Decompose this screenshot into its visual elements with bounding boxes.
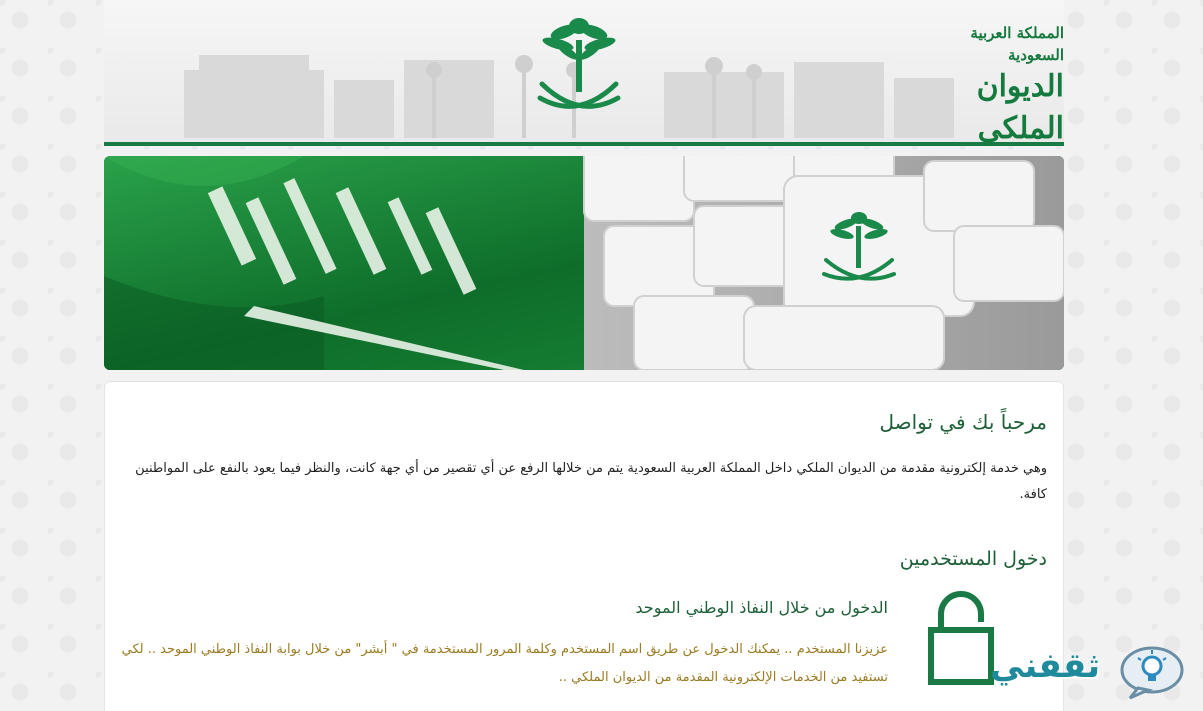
user-login-heading: دخول المستخدمين [899,548,1047,570]
brand-royal-court-text: الديوان الملكي [976,69,1064,146]
lightbulb-icon [1118,644,1186,700]
nafath-description: عزيزنا المستخدم .. يمكنك الدخول عن طريق اسم المستخدم وكلمة المرور المستخدمة في " أبشر" من خلال بوابة النفاذ الوطني الموحد .. لكي تستفيد من الخدمات الإلكترونية المقدمة من الديوان الملكي .. [121,642,888,685]
watermark-text: ثقفني [990,646,1100,686]
hero-banner [104,156,1064,370]
service-description: وهي خدمة إلكترونية مقدمة من الديوان الملكي داخل المملكة العربية السعودية يتم من خلالها الرفع عن أي تقصير من أي جهة كانت، والنظر فيما يعود بالنفع على المواطنين كافة. [135,461,1047,502]
royal-court-logo [924,22,1064,150]
site-header [104,0,1064,146]
site-watermark [990,640,1190,711]
brand-country-text: المملكة العربية السعودية [970,24,1064,64]
nafath-login-link[interactable]: الدخول من خلال النفاذ الوطني الموحد [635,598,888,617]
saudi-emblem-icon [534,12,624,120]
main-content-card [104,381,1064,711]
welcome-title: مرحباً بك في تواصل [879,410,1047,434]
